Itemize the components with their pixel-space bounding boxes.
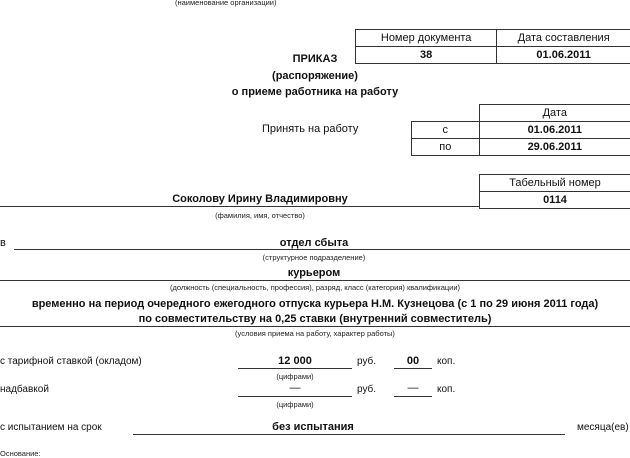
salary-kop-unit: коп. xyxy=(437,356,455,367)
probation-value: без испытания xyxy=(133,421,493,433)
bonus-caption: (цифрами) xyxy=(238,400,352,409)
salary-kop-value: 00 xyxy=(394,355,432,367)
date-from-value: 01.06.2011 xyxy=(479,122,630,139)
org-caption: (наименование организации) xyxy=(175,0,277,7)
personnel-number-header: Табельный номер xyxy=(480,175,630,192)
conditions-line-2: по совместительству на 0,25 ставки (внутренний совместитель) xyxy=(0,313,630,325)
doc-number-header: Номер документа xyxy=(356,30,497,47)
department-prefix: в xyxy=(0,237,6,249)
salary-rub-unit: руб. xyxy=(357,356,376,367)
order-title: ПРИКАЗ xyxy=(250,53,380,65)
bonus-kop-unit: коп. xyxy=(437,384,455,395)
basis-label: Основание: xyxy=(0,449,41,458)
order-subtitle: (распоряжение) xyxy=(230,70,400,82)
order-purpose: о приеме работника на работу xyxy=(200,86,430,98)
employee-name: Соколову Ирину Владимировну xyxy=(60,193,460,205)
bonus-kop-value: — xyxy=(394,382,432,394)
salary-rub-value: 12 000 xyxy=(238,355,352,367)
position-caption: (должность (специальность, профессия), разряд, класс (категория) квалификации) xyxy=(60,283,570,292)
personnel-number-table xyxy=(479,174,630,209)
salary-caption: (цифрами) xyxy=(238,372,352,381)
bonus-rub-value: — xyxy=(238,382,352,394)
hire-date-table xyxy=(411,104,630,156)
bonus-label: надбавкой xyxy=(0,384,49,395)
department-caption: (структурное подразделение) xyxy=(214,253,414,262)
probation-unit: месяца(ев) xyxy=(577,422,629,433)
bonus-rub-unit: руб. xyxy=(357,384,376,395)
doc-number-table xyxy=(355,29,630,64)
conditions-caption: (условия приема на работу, характер работы) xyxy=(130,329,500,338)
personnel-number-value: 0114 xyxy=(480,192,630,209)
hire-label: Принять на работу xyxy=(262,123,358,135)
date-header: Дата xyxy=(479,105,630,122)
date-from-label: с xyxy=(412,122,480,139)
date-to-value: 29.06.2011 xyxy=(479,139,630,156)
probation-label: с испытанием на срок xyxy=(0,422,102,433)
salary-label: с тарифной ставкой (окладом) xyxy=(0,356,142,367)
employee-name-caption: (фамилия, имя, отчество) xyxy=(130,211,390,220)
doc-number-value: 38 xyxy=(356,47,497,64)
position-value: курьером xyxy=(214,267,414,279)
conditions-line-1: временно на период очередного ежегодного отпуска курьера Н.М. Кузнецова (с 1 по 29 июня 2011 года) xyxy=(0,298,630,310)
department-value: отдел сбыта xyxy=(214,237,414,249)
date-to-label: по xyxy=(412,139,480,156)
doc-date-header: Дата составления xyxy=(497,30,630,47)
doc-date-value: 01.06.2011 xyxy=(497,47,630,64)
